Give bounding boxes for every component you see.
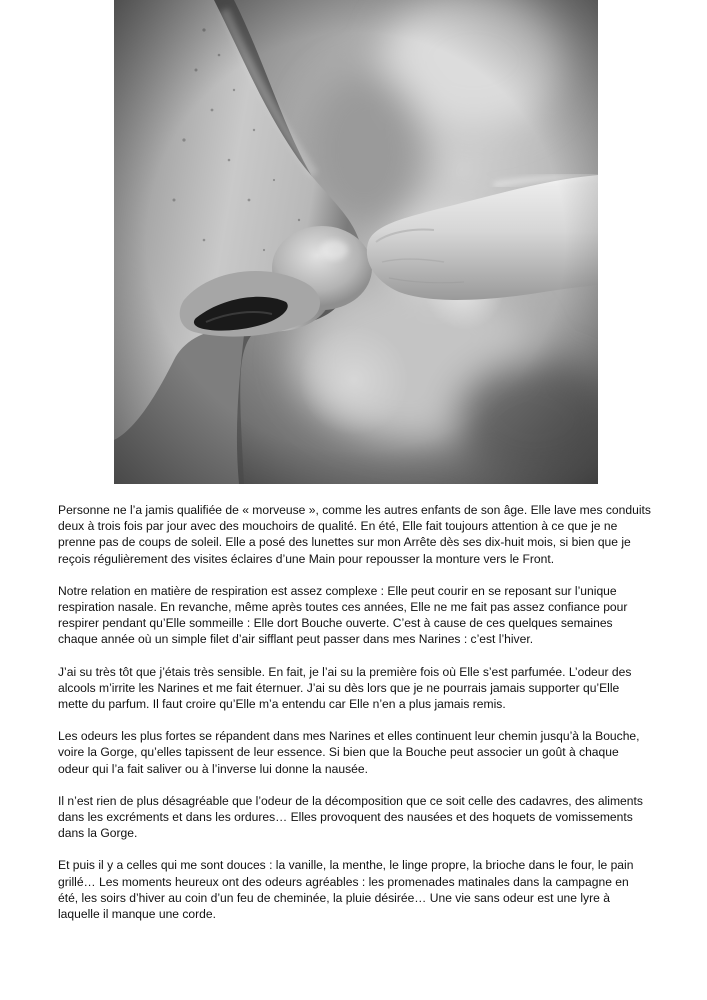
paragraph-perfume: J’ai su très tôt que j’étais très sensible. En fait, je l’ai su la première fois où Elle s’est parfumée. L’odeur des alcools m’irrite les Narines et me fait éternuer. J’ai su dès lors que je ne pourrais jamais supporter qu’Elle mette du parfum. Il faut croire qu’Elle m’a entendu car Elle n’en a plus jamais remis. bbox=[58, 664, 632, 712]
nose-photo bbox=[114, 0, 598, 484]
paragraph-decomposition: Il n’est rien de plus désagréable que l’odeur de la décomposition que ce soit celle des cadavres, des aliments dans les excréments et dans les ordures… Elles provoquent des nausées et des hoquets de vomissements dans la Gorge. bbox=[58, 793, 643, 841]
article-body bbox=[58, 502, 652, 938]
paragraph-strong-odors: Les odeurs les plus fortes se répandent dans mes Narines et elles continuent leur chemin jusqu’à la Bouche, voire la Gorge, qu’elles tapissent de leur essence. Si bien que la Bouche peut associer un goût à chaque odeur qui l’a fait saliver ou à l’inverse lui donne la nausée. bbox=[58, 729, 640, 776]
paragraph-sweet-odors: Et puis il y a celles qui me sont douces : la vanille, la menthe, le linge propre, la brioche dans le four, le pain grillé… Les moments heureux ont des odeurs agréables : les promenades matinales dans la campagne en été, les soirs d’hiver au coin d’un feu de cheminée, la pluie désirée… Une vie sans odeur est une lyre à laquelle il manque une corde. bbox=[58, 858, 634, 922]
paragraph-care: Personne ne l’a jamis qualifiée de « morveuse », comme les autres enfants de son âge. Elle lave mes conduits deux à trois fois par jour avec des mouchoirs de qualité. En été, Elle fait toujours attention à ce que je ne prenne pas de coups de soleil. Elle a posé des lunettes sur mon Arrête dès ses dix-huit mois, si bien que je reçois régulièrement des visites éclaires d’une Main pour repousser la monture vers le Front. bbox=[58, 503, 651, 566]
paragraph-breathing: Notre relation en matière de respiration est assez complexe : Elle peut courir en se reposant sur l’unique respiration nasale. En revanche, même après toutes ces années, Elle ne me fait pas assez confiance pour respirer pendant qu’Elle sommeille : Elle dort Bouche ouverte. C’est à cause de ces quelques semaines chaque année où un simple filet d’air sifflant peut passer dans mes Narines : c’est l’hiver. bbox=[58, 583, 628, 647]
nose-fingertip-illustration bbox=[114, 0, 598, 484]
